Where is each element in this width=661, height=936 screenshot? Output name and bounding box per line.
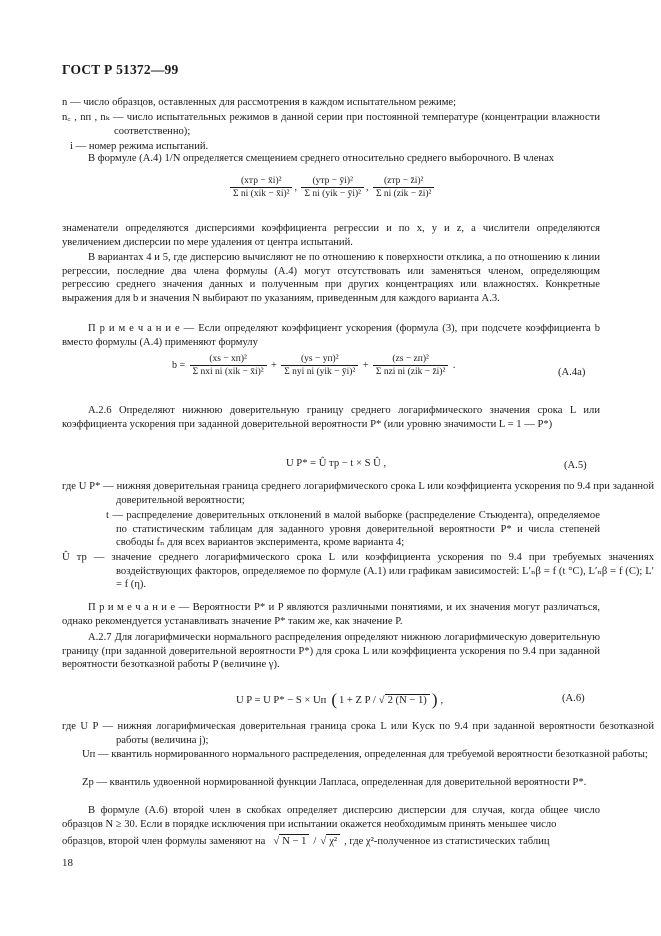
- term-x-denominator: Σ ni (xik − x̄i)²: [233, 189, 290, 199]
- formula-a5-label: (А.5): [564, 460, 587, 471]
- replacement-text-end: , где χ²-полученное из статистических таблиц: [344, 835, 550, 847]
- definition-zp: Zp — квантиль удвоенной нормированной функции Лапласа, определенная для доверительной вероятности P*.: [82, 777, 587, 788]
- section-a-2-7: А.2.7 Для логарифмически нормального распределения определяют нижнюю логарифмическую доверительную границу (при заданной доверительной вероятности P*) для срока L или коэффициента ускорения по 9.4 при заданной вероятности безотказной работы P (величине γ).: [62, 632, 600, 671]
- definition-i: i — номер режима испытаний.: [70, 141, 209, 152]
- term-y: [301, 176, 363, 199]
- term-x-numerator: (xтр − x̄i)²: [230, 176, 292, 188]
- a6-radicand: 2 (N − 1): [385, 694, 430, 706]
- para-denominators: знаменатели определяются дисперсиями коэффициента регрессии и по x, y и z, а числители определяются увеличением дисперсии по мере удаления от центра испытаний.: [62, 223, 600, 248]
- definition-up-star: где U P* — нижняя доверительная граница среднего логарифмического срока L или коэффициента ускорения по 9.4 при заданной доверительной вероятности;: [62, 481, 654, 506]
- a6-paren-open: (: [331, 690, 337, 709]
- a4a-term-x: [190, 354, 267, 377]
- a4a-x-numerator: (xs − xп)²: [190, 354, 267, 366]
- para-variants-4-5: В вариантах 4 и 5, где дисперсию вычисляют не по отношению к поверхности отклика, а по отношению к линии регрессии, последние два члена формулы (А.4) могут отсутствовать или заменяться членом, определяющим регрессию среднего значения данных и полученным при других концентрациях или влажностях. Конкретные выражения для b и значения N выбирают по указаниям, приведенным для каждого варианта А.3.: [62, 252, 600, 304]
- term-y-denominator: Σ ni (yik − ȳi)²: [304, 189, 361, 199]
- a4a-term-y: [281, 354, 358, 377]
- sqrt-sign-1: √: [273, 835, 280, 847]
- a6-lhs: U P = U P* − S × Uп: [236, 694, 327, 706]
- a6-sqrt-sign: √: [378, 694, 385, 706]
- term-y-numerator: (yтр − ȳi)²: [301, 176, 363, 188]
- page-number: 18: [62, 857, 73, 869]
- term-z-denominator: Σ ni (zik − z̄i)²: [375, 189, 432, 199]
- note-probabilities: П р и м е ч а н и е — Вероятности P* и P являются различными понятиями, и их значения могут различаться, однако рекомендуется устанавливать значение P* таким же, как значение P.: [62, 602, 600, 627]
- definition-nc-np-nk: n꜀ , nп , nₖ — число испытательных режимов в данной серии при постоянной температуре (концентрации влажности соответственно);: [62, 112, 600, 137]
- para-replacement: [62, 834, 600, 849]
- definition-t: t — распределение доверительных отклонений в малой выборке (распределение Стьюдента), определяемое по статистическим таблицам для заданного уровня доверительной вероятности P* и числа степеней свободы fₙ для всех вариантов эксперимента, кроме варианта 4;: [106, 510, 600, 549]
- a6-paren-close: ): [431, 690, 438, 709]
- a6-comma: ,: [440, 694, 444, 706]
- a4a-z-numerator: (zs − zп)²: [373, 354, 448, 366]
- note-acceleration: П р и м е ч а н и е — Если определяют коэффициент ускорения (формула (3), при подсчете коэффициента b вместо формулы (А.4) применяют формулу: [62, 323, 600, 348]
- a4a-term-z: [373, 354, 448, 377]
- a6-bracket-content: 1 + Z P /: [338, 694, 376, 706]
- definition-up: где U P — нижняя логарифмическая доверительная граница срока L или Kуск по 9.4 при заданной вероятности безотказной работы (величина j);: [62, 721, 654, 746]
- replacement-radicand-2: χ²: [326, 834, 340, 849]
- term-x: [230, 176, 292, 199]
- term-z: [373, 176, 434, 199]
- para-formula-a6: В формуле (А.6) второй член в скобках определяет дисперсию дисперсии для случая, когда общее число образцов N ≥ 30. Если в порядке исключения при испытании окажется необходимым принять меньшее число: [62, 805, 600, 830]
- para-formula-a4: В формуле (А.4) 1/N определяется смещением среднего относительно среднего выборочного. В членах: [88, 153, 555, 164]
- a4a-x-denominator: Σ nxi ni (xik − x̄i)²: [192, 367, 264, 377]
- term-z-numerator: (zтр − z̄i)²: [373, 176, 434, 188]
- formula-terms: $\frac{\text{(xтр − x̄i)²}}{\text{Σ ni (xik − x̄i)²}}$ , $\frac{\text{(yтр − ȳi)²}}{\text{Σ ni (yik − ȳi)²}}$ , $\frac{\text{(zтр − z̄i)²}}{\text{Σ ni (zik − z̄i)²}}$: [228, 176, 436, 199]
- a4a-y-denominator: Σ nyi ni (yik − ȳi)²: [284, 367, 356, 377]
- definition-u-tr: Û тр — значение среднего логарифмического срока L или коэффициента ускорения по 9.4 при требуемых значениях воздействующих факторов, определяемое по формуле (А.1) или графикам зависимостей: L′ₙβ = f (t °C), L′ₙβ = f (C); L′ = f (η).: [62, 552, 654, 591]
- formula-a6-label: (А.6): [562, 693, 585, 704]
- formula-a4a: b = $\frac{\text{(xs − xп)²}}{\text{Σ nxi ni (xik − x̄i)²}}$ + $\frac{\text{(ys − yп)²}}{\text{Σ nyi ni (yik − ȳi)²}}$ + $\frac{\text{(zs − zп)²}}{\text{Σ nzi ni (zik − z̄i)²}}$ .: [172, 354, 456, 377]
- formula-a4a-label: (А.4а): [558, 367, 586, 378]
- a4a-z-denominator: Σ nzi ni (zik − z̄i)²: [375, 367, 446, 377]
- replacement-slash: /: [313, 835, 317, 847]
- section-a-2-6: А.2.6 Определяют нижнюю доверительную границу среднего логарифмического значения срока L или коэффициента ускорения при заданной доверительной вероятности P* (или уровню значимости L = 1 — P*): [62, 405, 600, 430]
- page-header: ГОСТ Р 51372—99: [62, 62, 179, 77]
- formula-a6: [236, 690, 443, 710]
- replacement-radicand-1: N − 1: [279, 834, 309, 849]
- a4a-lhs: b =: [172, 359, 186, 371]
- definition-un: Uп — квантиль нормированного нормального распределения, определенная для требуемой вероятности безотказной работы;: [82, 749, 648, 760]
- replacement-text-start: образцов, второй член формулы заменяют на: [62, 835, 266, 847]
- a4a-y-numerator: (ys − yп)²: [281, 354, 358, 366]
- definition-n: n — число образцов, оставленных для рассмотрения в каждом испытательном режиме;: [62, 97, 457, 108]
- sqrt-sign-2: √: [320, 835, 327, 847]
- formula-a5: U P* = Û тр − t × S Û ,: [286, 458, 387, 469]
